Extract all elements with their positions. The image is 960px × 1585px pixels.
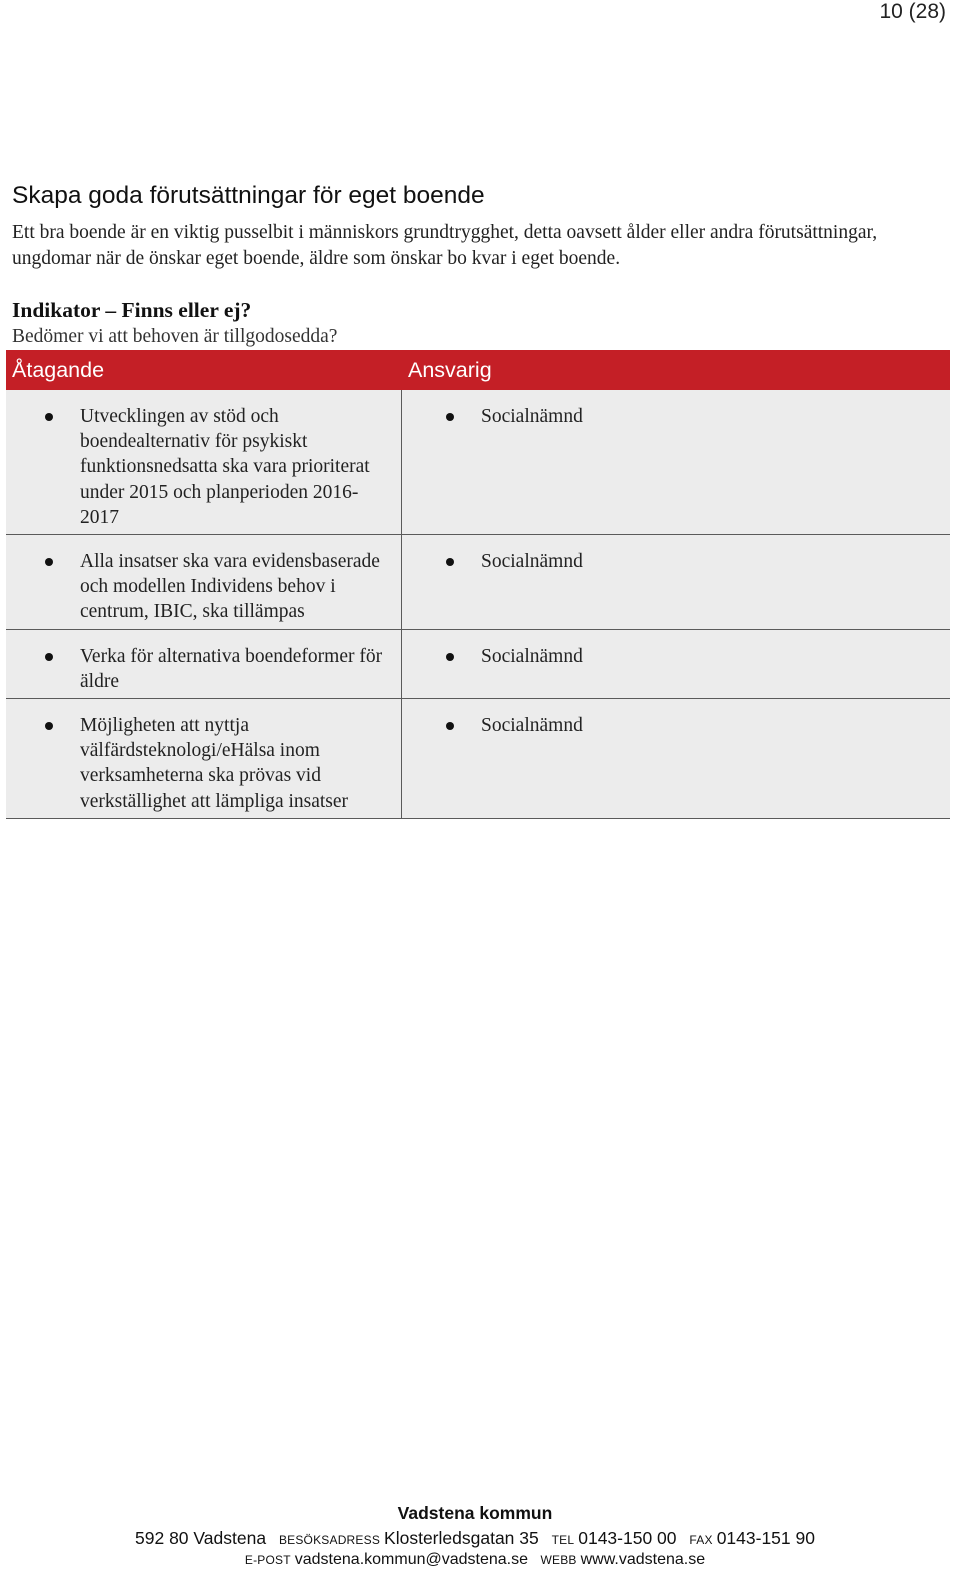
commitment-text: Möjligheten att nyttja välfärdsteknologi/eHälsa inom verksamheterna ska prövas vid verkställighet att lämpliga insatser (80, 715, 349, 812)
responsible-text: Socialnämnd (481, 551, 583, 573)
page-number: 10 (28) (879, 0, 946, 23)
commitment-cell (6, 699, 402, 818)
responsible-cell (402, 535, 950, 629)
footer-contact-line (0, 1551, 950, 1569)
commitment-text: Utvecklingen av stöd och boendealternativ för psykiskt funktionsnedsatta ska vara prioriterat under 2015 och planperioden 2016-2017 (80, 406, 370, 528)
responsible-text: Socialnämnd (481, 715, 583, 737)
responsible-text: Socialnämnd (481, 406, 583, 427)
indicator-question: Bedömer vi att behoven är tillgodosedda? (12, 326, 338, 347)
header-commitment: Åtagande (12, 357, 105, 382)
table-row (6, 630, 950, 699)
footer-tel-label: TEL (551, 1533, 575, 1547)
table-header (6, 350, 950, 390)
bullet-icon (402, 549, 481, 574)
footer-web[interactable]: www.vadstena.se (580, 1551, 706, 1568)
footer-fax: 0143-151 90 (716, 1528, 815, 1548)
commitment-text: Verka för alternativa boendeformer för äldre (80, 645, 383, 692)
commitment-cell (6, 535, 402, 629)
responsible-cell (402, 630, 950, 698)
bullet-icon (6, 549, 80, 625)
responsible-cell (402, 699, 950, 818)
bullet-icon (402, 404, 481, 429)
bullet-icon (402, 713, 481, 738)
section-title: Skapa goda förutsättningar för eget boende (12, 182, 485, 209)
bullet-icon (402, 644, 481, 669)
indicator-heading: Indikator – Finns eller ej? (12, 298, 252, 322)
footer-visit-label: BESÖKSADRESS (278, 1533, 381, 1547)
footer-tel: 0143-150 00 (578, 1528, 677, 1548)
commitment-cell (6, 630, 402, 698)
table-row (6, 699, 950, 819)
footer-postal: 592 80 Vadstena (135, 1528, 267, 1548)
responsible-text: Socialnämnd (481, 645, 583, 667)
table-row (6, 390, 950, 535)
bullet-icon (6, 713, 80, 814)
bullet-icon (6, 404, 80, 530)
commitments-table (6, 350, 950, 819)
table-row (6, 535, 950, 630)
bullet-icon (6, 644, 80, 694)
header-responsible: Ansvarig (408, 357, 492, 382)
commitment-text: Alla insatser ska vara evidensbaserade och modellen Individens behov i centrum, IBIC, ska tillämpas (80, 551, 380, 623)
footer-web-label: WEBB (540, 1553, 577, 1567)
footer-address-line (0, 1528, 950, 1549)
footer-visit-address: Klosterledsgatan 35 (384, 1528, 539, 1548)
commitment-cell (6, 390, 402, 534)
responsible-cell (402, 390, 950, 534)
footer-fax-label: FAX (689, 1533, 713, 1547)
footer-email[interactable]: vadstena.kommun@vadstena.se (294, 1551, 529, 1568)
footer-email-label: E-POST (244, 1553, 291, 1567)
footer-organization: Vadstena kommun (397, 1503, 553, 1523)
section-intro: Ett bra boende är en viktig pusselbit i människors grundtrygghet, detta oavsett ålder eller andra förutsättningar, ungdomar när de önskar eget boende, äldre som önskar bo kvar i eget boende. (12, 222, 878, 269)
